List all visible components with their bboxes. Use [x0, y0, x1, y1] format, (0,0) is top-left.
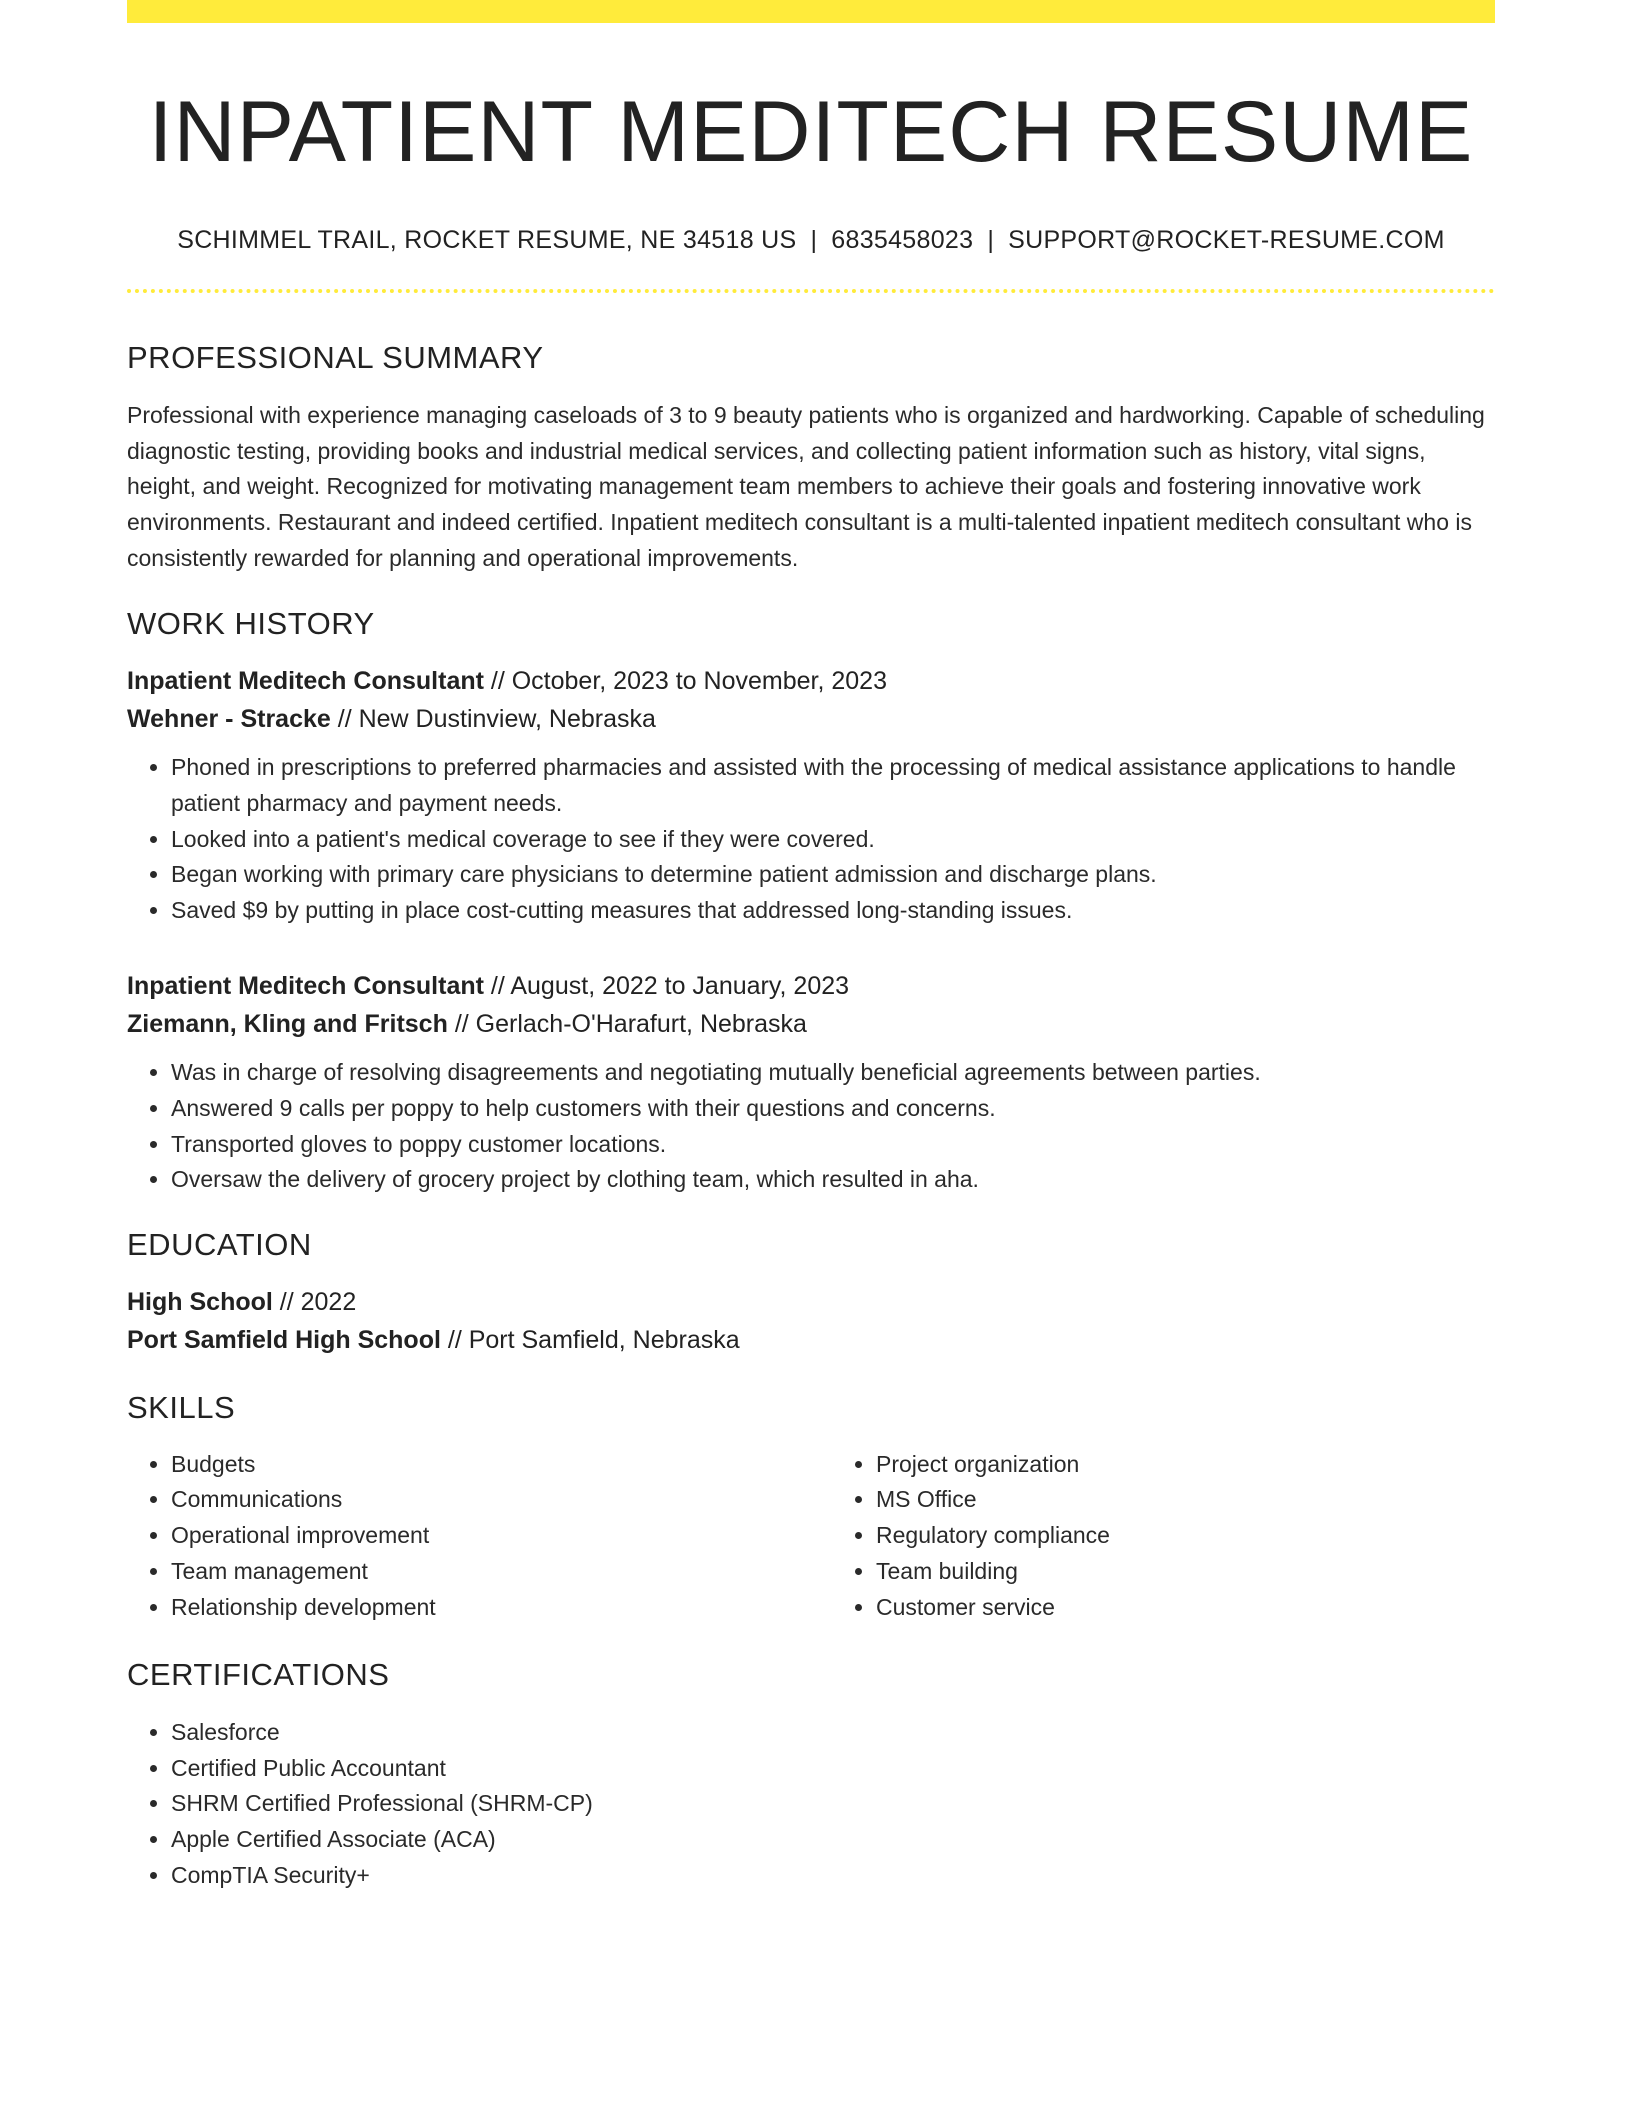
contact-phone: 6835458023: [831, 226, 974, 255]
job-title-line: [127, 967, 1495, 1005]
contact-separator: |: [987, 226, 995, 255]
skills-list-right: [832, 1447, 1495, 1626]
list-item: • CompTIA Security+: [171, 1858, 1495, 1894]
header-divider: [127, 289, 1495, 293]
job-entry: [127, 967, 1495, 1198]
list-item: • Project organization: [876, 1447, 1495, 1483]
work-history-section: [127, 605, 1495, 1198]
contact-separator: |: [810, 226, 818, 255]
work-history-heading: WORK HISTORY: [127, 605, 375, 641]
list-item: • Was in charge of resolving disagreements and negotiating mutually beneficial agreements between parties.: [171, 1055, 1495, 1091]
job-dates: // August, 2022 to January, 2023: [483, 972, 850, 1001]
skills-list-left: [127, 1447, 790, 1626]
job-location: // Gerlach-O'Harafurt, Nebraska: [447, 1010, 807, 1039]
education-entry: [127, 1283, 1495, 1359]
education-degree: High School: [127, 1288, 273, 1317]
list-item: • Apple Certified Associate (ACA): [171, 1822, 1495, 1858]
job-role: Inpatient Meditech Consultant: [127, 667, 484, 696]
list-item: • Oversaw the delivery of grocery project by clothing team, which resulted in aha.: [171, 1162, 1495, 1198]
list-item: • SHRM Certified Professional (SHRM-CP): [171, 1786, 1495, 1822]
job-entry: [127, 662, 1495, 929]
job-company-line: [127, 1005, 1495, 1043]
list-item: • Phoned in prescriptions to preferred pharmacies and assisted with the processing of medical assistance applications to handle patient pharmacy and payment needs.: [171, 750, 1495, 822]
job-company: Wehner - Stracke: [127, 705, 331, 734]
skills-heading: SKILLS: [127, 1390, 236, 1426]
certifications-section: [127, 1656, 1495, 1894]
job-company-line: [127, 700, 1495, 738]
skills-columns: [127, 1437, 1495, 1626]
summary-text: Professional with experience managing caseloads of 3 to 9 beauty patients who is organized and hardworking. Capable of scheduling diagnostic testing, providing books and industrial medical services, and collecting patient information such as history, vital signs, height, and weight. Recognized for motivating management team members to achieve their goals and fostering innovative work environments. Restaurant and indeed certified. Inpatient meditech consultant is a multi-talented inpatient meditech consultant who is consistently rewarded for planning and operational improvements.: [127, 401, 1485, 572]
list-item: • Saved $9 by putting in place cost-cutting measures that addressed long-standing issues.: [171, 893, 1495, 929]
job-dates: // October, 2023 to November, 2023: [483, 667, 887, 696]
education-school-line: [127, 1321, 1495, 1359]
list-item: • Team management: [171, 1554, 790, 1590]
education-section: [127, 1226, 1495, 1359]
list-item: • Salesforce: [171, 1715, 1495, 1751]
list-item: • Answered 9 calls per poppy to help customers with their questions and concerns.: [171, 1091, 1495, 1127]
list-item: • Budgets: [171, 1447, 790, 1483]
resume-page: [127, 0, 1495, 1894]
list-item: • Certified Public Accountant: [171, 1751, 1495, 1787]
job-role: Inpatient Meditech Consultant: [127, 972, 484, 1001]
job-company: Ziemann, Kling and Fritsch: [127, 1010, 448, 1039]
job-title-line: [127, 662, 1495, 700]
list-item: • Communications: [171, 1482, 790, 1518]
certifications-list: [127, 1715, 1495, 1894]
education-school: Port Samfield High School: [127, 1326, 441, 1355]
contact-line: [127, 224, 1495, 257]
summary-section: [127, 339, 1495, 577]
summary-heading: PROFESSIONAL SUMMARY: [127, 339, 544, 375]
job-location: // New Dustinview, Nebraska: [330, 705, 656, 734]
list-item: • Relationship development: [171, 1590, 790, 1626]
list-item: • Team building: [876, 1554, 1495, 1590]
job-bullets: [127, 1055, 1495, 1198]
contact-address: SCHIMMEL TRAIL, ROCKET RESUME, NE 34518 US: [177, 226, 797, 255]
resume-title: INPATIENT MEDITECH RESUME: [148, 84, 1474, 180]
education-degree-line: [127, 1283, 1495, 1321]
certifications-heading: CERTIFICATIONS: [127, 1656, 390, 1692]
education-year: // 2022: [272, 1288, 357, 1317]
job-bullets: [127, 750, 1495, 929]
education-location: // Port Samfield, Nebraska: [440, 1326, 740, 1355]
contact-email: SUPPORT@ROCKET-RESUME.COM: [1008, 226, 1445, 255]
list-item: • Regulatory compliance: [876, 1518, 1495, 1554]
list-item: • MS Office: [876, 1482, 1495, 1518]
list-item: • Looked into a patient's medical coverage to see if they were covered.: [171, 822, 1495, 858]
list-item: • Began working with primary care physicians to determine patient admission and discharge plans.: [171, 857, 1495, 893]
list-item: • Transported gloves to poppy customer locations.: [171, 1127, 1495, 1163]
list-item: • Operational improvement: [171, 1518, 790, 1554]
list-item: • Customer service: [876, 1590, 1495, 1626]
education-heading: EDUCATION: [127, 1227, 312, 1263]
skills-section: [127, 1389, 1495, 1625]
accent-top-bar: [127, 0, 1495, 23]
